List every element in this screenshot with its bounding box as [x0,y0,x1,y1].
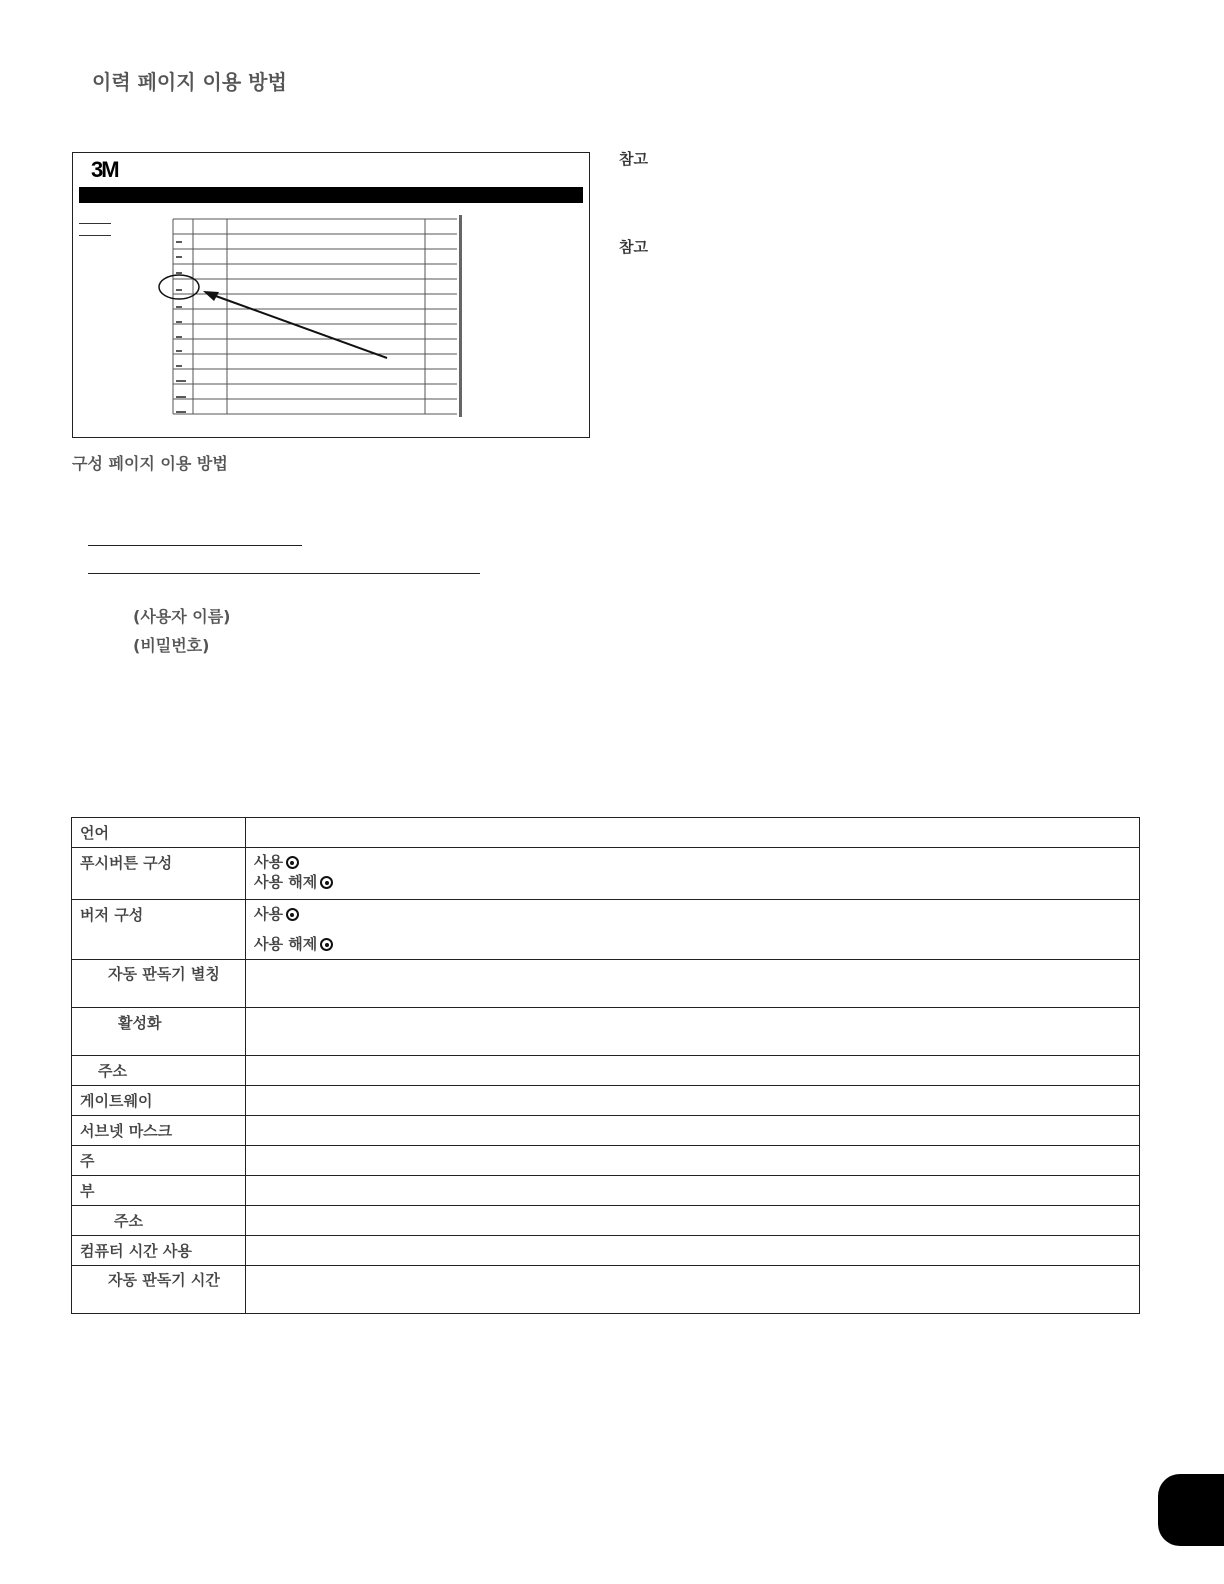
table-row [72,1176,1140,1206]
row-label: 주소 [72,1056,246,1086]
pointer-arrow [213,295,387,358]
row-label: 부 [72,1176,246,1206]
password-label: (비밀번호) [133,636,210,655]
row-label: 컴퓨터 시간 사용 [72,1236,246,1266]
row-value [246,900,1140,960]
username-label: (사용자 이름) [133,607,231,626]
scrollbar [459,215,462,417]
arrow-head-icon [203,291,219,301]
row-value [246,960,1140,1008]
table-row [72,1116,1140,1146]
page-tab [1158,1474,1224,1546]
row-value [246,1116,1140,1146]
table-row [72,1056,1140,1086]
table-row [72,848,1140,900]
row-label: 언어 [72,818,246,848]
3m-logo: 3M [91,157,118,182]
row-value [246,1236,1140,1266]
row-label: 주 [72,1146,246,1176]
row-label: 활성화 [72,1008,246,1056]
option-label: 사용 [254,853,283,871]
row-value [246,1146,1140,1176]
option-label: 사용 해제 [254,873,318,891]
screenshot-figure [72,152,590,438]
radio-button[interactable] [286,856,299,869]
table-row [72,1206,1140,1236]
row-value [246,1176,1140,1206]
table-row [72,1086,1140,1116]
row-value [246,1056,1140,1086]
blank-line [88,545,302,546]
row-value [246,1086,1140,1116]
row-value [246,1008,1140,1056]
row-value [246,1206,1140,1236]
row-label: 버저 구성 [72,900,246,960]
blank-line [88,573,480,574]
settings-table [71,817,1140,1314]
row-label: 주소 [72,1206,246,1236]
option-label: 사용 [254,905,283,923]
radio-button[interactable] [320,876,333,889]
table-row [72,1266,1140,1314]
page-heading: 이력 페이지 이용 방법 [92,70,287,94]
row-label: 서브넷 마스크 [72,1116,246,1146]
history-grid [73,153,588,436]
option-label: 사용 해제 [254,935,318,953]
radio-button[interactable] [320,938,333,951]
table-row [72,900,1140,960]
row-label: 게이트웨이 [72,1086,246,1116]
table-row [72,1008,1140,1056]
row-label: 자동 판독기 별칭 [72,960,246,1008]
table-row [72,1236,1140,1266]
table-row [72,960,1140,1008]
row-value [246,848,1140,900]
row-value [246,818,1140,848]
radio-button[interactable] [286,908,299,921]
note-label: 참고 [619,238,648,256]
row-label: 푸시버튼 구성 [72,848,246,900]
table-row [72,1146,1140,1176]
figure-caption: 구성 페이지 이용 방법 [72,454,228,473]
table-row [72,818,1140,848]
row-value [246,1266,1140,1314]
row-label: 자동 판독기 시간 [72,1266,246,1314]
note-label: 참고 [619,150,648,168]
